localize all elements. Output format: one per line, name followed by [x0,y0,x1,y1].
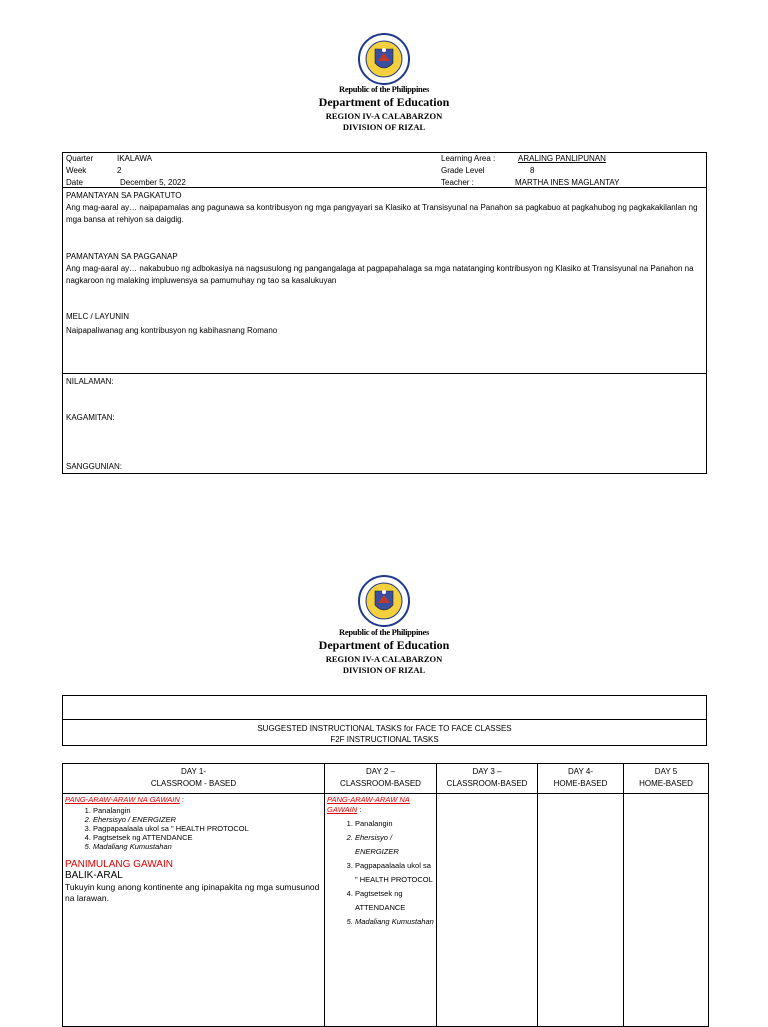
suggested-line-2: F2F INSTRUCTIONAL TASKS [330,735,439,744]
list-item: 2. Ehersisyo / ENERGIZER [355,831,434,859]
day2-list [327,817,434,929]
kagamitan-label: KAGAMITAN: [66,413,115,422]
day2-header: DAY 2 – CLASSROOM-BASED [325,764,437,794]
suggested-tasks-box [62,719,707,746]
day1-header: DAY 1- CLASSROOM - BASED [63,764,325,794]
list-item: 3. Pagpapaalaala ukol sa " HEALTH PROTOCOL [93,824,322,833]
department-title: Department of Education [318,95,450,109]
day2-gawain-heading: PANG-ARAW-ARAW NA GAWAIN [327,795,410,814]
day5-header: DAY 5 HOME-BASED [624,764,709,794]
day2-cell: PANG-ARAW-ARAW NA GAWAIN : 1. Panalangin 2. Ehersisyo / ENERGIZER 3. Pagpapaalaala ukol sa " HEALTH PROTOCOL 4. Pagtsetsek ng ATTENDANCE 5. Madaliang Kumustahan [325,794,437,1027]
pagganap-text: Ang mag-aaral ay… nakabubuo ng adbokasiya na nagsusulong ng pangangalaga at pagpapahalaga sa mga natatanging kontribusyon ng Klasiko at Transisyunal na Panahon na nagkaroon ng malaking impluwensya sa pamumuhay ng tao sa kasalukuyan [66,264,694,285]
division-text-2: DIVISION OF RIZAL [342,665,426,675]
deped-seal-logo [358,33,410,85]
day3-header: DAY 3 – CLASSROOM-BASED [437,764,538,794]
balik-aral-heading: BALIK-ARAL [65,870,123,881]
day1-cell: PANG-ARAW-ARAW NA GAWAIN : 1. Panalangin 2. Ehersisyo / ENERGIZER 3. Pagpapaalaala ukol sa " HEALTH PROTOCOL 4. Pagtsetsek ng ATTENDANCE 5. Madaliang Kumustahan PANIMULANG GAWAIN BALIK-ARAL Tukuyin kung anong kontinente ang ipinapakita ng mga sumusunod na larawan. [63,794,325,1027]
melc-text: Naipapaliwanag ang kontribusyon ng kabihasnang Romano [66,326,278,335]
region-text-2: REGION IV-A CALABARZON [325,654,443,664]
pagkatuto-title: PAMANTAYAN SA PAGKATUTO [66,191,182,200]
day4-header: DAY 4- HOME-BASED [538,764,624,794]
region-text: REGION IV-A CALABARZON [325,111,443,121]
week-value: 2 [117,166,122,175]
quarter-label: Quarter [66,154,94,163]
learning-area-label: Learning Area : [441,154,496,163]
list-item: 4. Pagtsetsek ng ATTENDANCE [355,887,434,915]
grade-level-value: 8 [530,166,535,175]
list-item: 1. Panalangin [355,817,434,831]
day3-cell [437,794,538,1027]
pagkatuto-text: Ang mag-aaral ay… naipapamalas ang pagunawa sa kontribusyon ng mga pangyayari sa Klasiko at Transisyunal na Panahon sa pagkabuo at pagkahubog ng pagkakakilanlan ng mga bansa at rehiyon sa daigdig. [66,203,698,224]
tukuyin-text: Tukuyin kung anong kontinente ang ipinapakita ng mga sumusunod na larawan. [65,882,320,903]
grade-level-label: Grade Level [441,166,485,175]
deped-seal-logo-2 [358,575,410,627]
learning-area-value: ARALING PANLIPUNAN [518,154,606,163]
day1-list [65,806,322,851]
list-item: 3. Pagpapaalaala ukol sa " HEALTH PROTOCOL [355,859,434,887]
teacher-value: MARTHA INES MAGLANTAY [515,178,620,187]
date-label: Date [66,178,83,187]
days-table [62,763,709,1027]
suggested-line-1: SUGGESTED INSTRUCTIONAL TASKS for FACE TO FACE CLASSES [257,724,512,733]
week-label: Week [66,166,87,175]
pagganap-title: PAMANTAYAN SA PAGGANAP [66,252,178,261]
list-item: 2. Ehersisyo / ENERGIZER [93,815,322,824]
republic-text-2: Republic of the Philippines [339,627,429,637]
department-title-2: Department of Education [318,638,450,652]
nilalaman-label: NILALAMAN: [66,377,114,386]
list-item: 1. Panalangin [93,806,322,815]
list-item: 5. Madaliang Kumustahan [355,915,434,929]
day4-cell [538,794,624,1027]
quarter-value: IKALAWA [117,154,152,163]
republic-text: Republic of the Philippines [339,84,429,94]
sanggunian-label: SANGGUNIAN: [66,462,123,471]
lesson-info-box [62,152,707,474]
blank-box [62,695,707,720]
panimulang-gawain-heading: PANIMULANG GAWAIN [65,859,173,870]
list-item: 4. Pagtsetsek ng ATTENDANCE [93,833,322,842]
list-item: 5. Madaliang Kumustahan [93,842,322,851]
division-text: DIVISION OF RIZAL [342,122,426,132]
day1-gawain-heading: PANG-ARAW-ARAW NA GAWAIN [65,795,180,804]
date-value: December 5, 2022 [120,178,186,187]
day5-cell [624,794,709,1027]
melc-title: MELC / LAYUNIN [66,312,129,321]
teacher-label: Teacher : [441,178,474,187]
